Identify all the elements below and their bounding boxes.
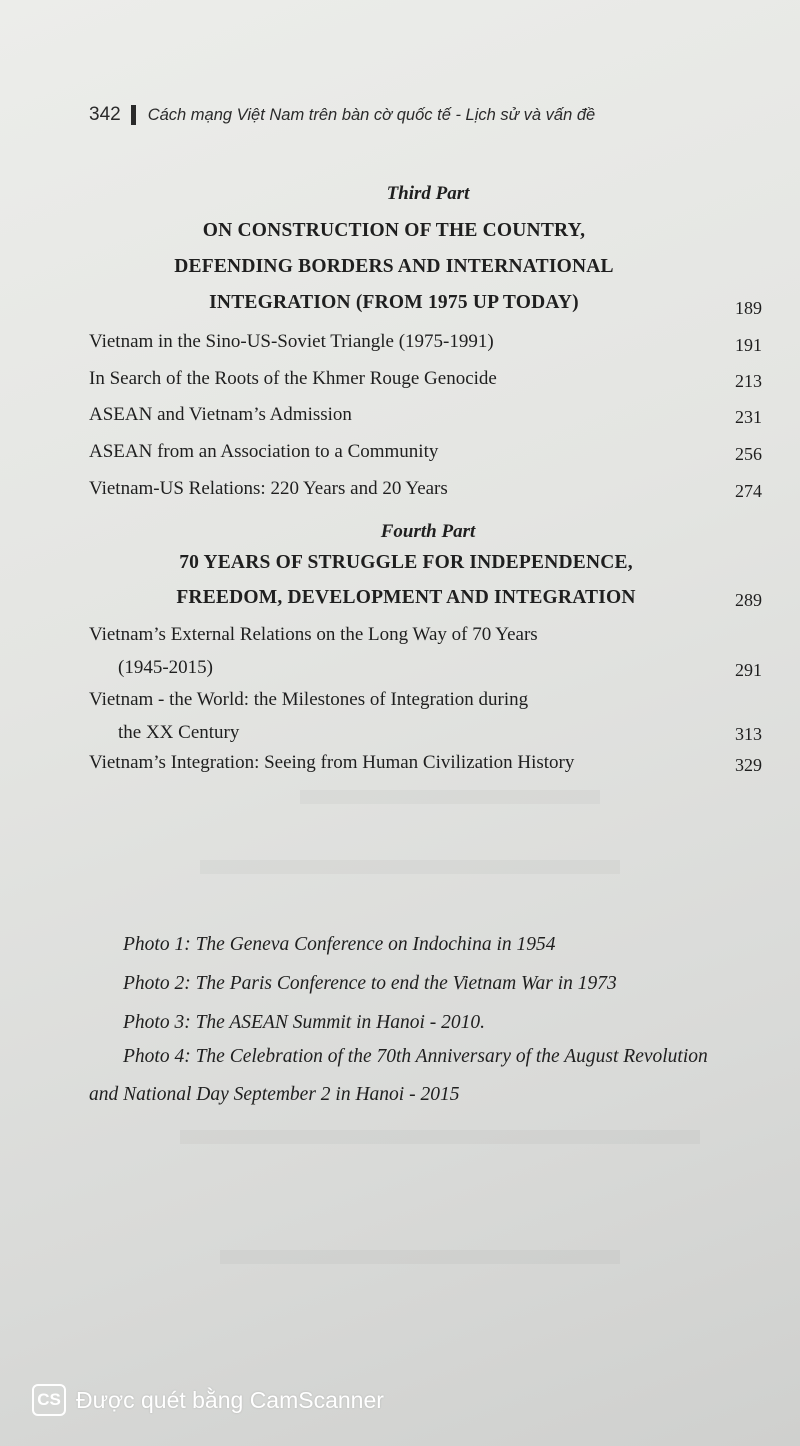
toc-entry-title[interactable]: Vietnam-US Relations: 220 Years and 20 Years (89, 478, 448, 499)
toc-entry-page: 274 (735, 481, 762, 501)
toc-entry-page: 213 (735, 371, 762, 391)
toc-entry-page: 231 (735, 407, 762, 427)
photo-caption: Photo 1: The Geneva Conference on Indochina in 1954 (123, 934, 556, 955)
show-through-shadow (180, 1130, 700, 1144)
camscanner-logo-icon: CS (32, 1384, 66, 1416)
third-part-label: Third Part (386, 183, 470, 204)
toc-entry-page: 313 (735, 724, 762, 744)
page-header (89, 100, 760, 130)
page-number: 342 (89, 104, 121, 125)
toc-entry-title-cont[interactable]: the XX Century (118, 722, 240, 743)
fourth-part-title-line-1: 70 YEARS OF STRUGGLE FOR INDEPENDENCE, (179, 552, 633, 573)
third-part-title-line-1: ON CONSTRUCTION OF THE COUNTRY, (202, 220, 586, 241)
third-part-title-line-2: DEFENDING BORDERS AND INTERNATIONAL (174, 256, 614, 277)
photo-caption: Photo 4: The Celebration of the 70th Anniversary of the August Revolution (123, 1046, 708, 1067)
fourth-part-label: Fourth Part (380, 521, 476, 542)
toc-entry-page: 329 (735, 755, 762, 775)
show-through-shadow (300, 790, 600, 804)
toc-entry-title-cont[interactable]: (1945-2015) (118, 657, 213, 678)
show-through-shadow (200, 860, 620, 874)
toc-entry-title[interactable]: ASEAN from an Association to a Community (89, 441, 439, 462)
toc-entry-title[interactable]: Vietnam - the World: the Milestones of Integration during (89, 689, 529, 710)
toc-entry-title[interactable]: Vietnam in the Sino-US-Soviet Triangle (1975-1991) (89, 331, 494, 352)
photo-caption: Photo 2: The Paris Conference to end the Vietnam War in 1973 (123, 973, 617, 994)
toc-entry-page: 191 (735, 335, 762, 355)
fourth-part-page: 289 (735, 590, 762, 610)
toc-entry-title[interactable]: Vietnam’s External Relations on the Long Way of 70 Years (89, 624, 538, 645)
toc-entry-page: 291 (735, 660, 762, 680)
photo-caption: Photo 3: The ASEAN Summit in Hanoi - 2010. (123, 1012, 485, 1033)
fourth-part-title-line-2: FREEDOM, DEVELOPMENT AND INTEGRATION (176, 587, 636, 608)
toc-entry-page: 256 (735, 444, 762, 464)
watermark-text: Được quét bằng CamScanner (76, 1386, 384, 1413)
camscanner-watermark (32, 1380, 384, 1420)
header-divider (131, 105, 136, 125)
third-part-page: 189 (735, 298, 762, 318)
toc-entry-title[interactable]: In Search of the Roots of the Khmer Rouge Genocide (89, 368, 497, 389)
show-through-shadow (220, 1250, 620, 1264)
toc-entry-title[interactable]: ASEAN and Vietnam’s Admission (89, 404, 352, 425)
photo-caption-cont: and National Day September 2 in Hanoi - 2015 (89, 1084, 460, 1105)
toc-entry-title[interactable]: Vietnam’s Integration: Seeing from Human Civilization History (89, 752, 575, 773)
running-title: Cách mạng Việt Nam trên bàn cờ quốc tế - Lịch sử và vấn đề (147, 105, 596, 124)
third-part-title-line-3: INTEGRATION (FROM 1975 UP TODAY) (209, 292, 579, 313)
